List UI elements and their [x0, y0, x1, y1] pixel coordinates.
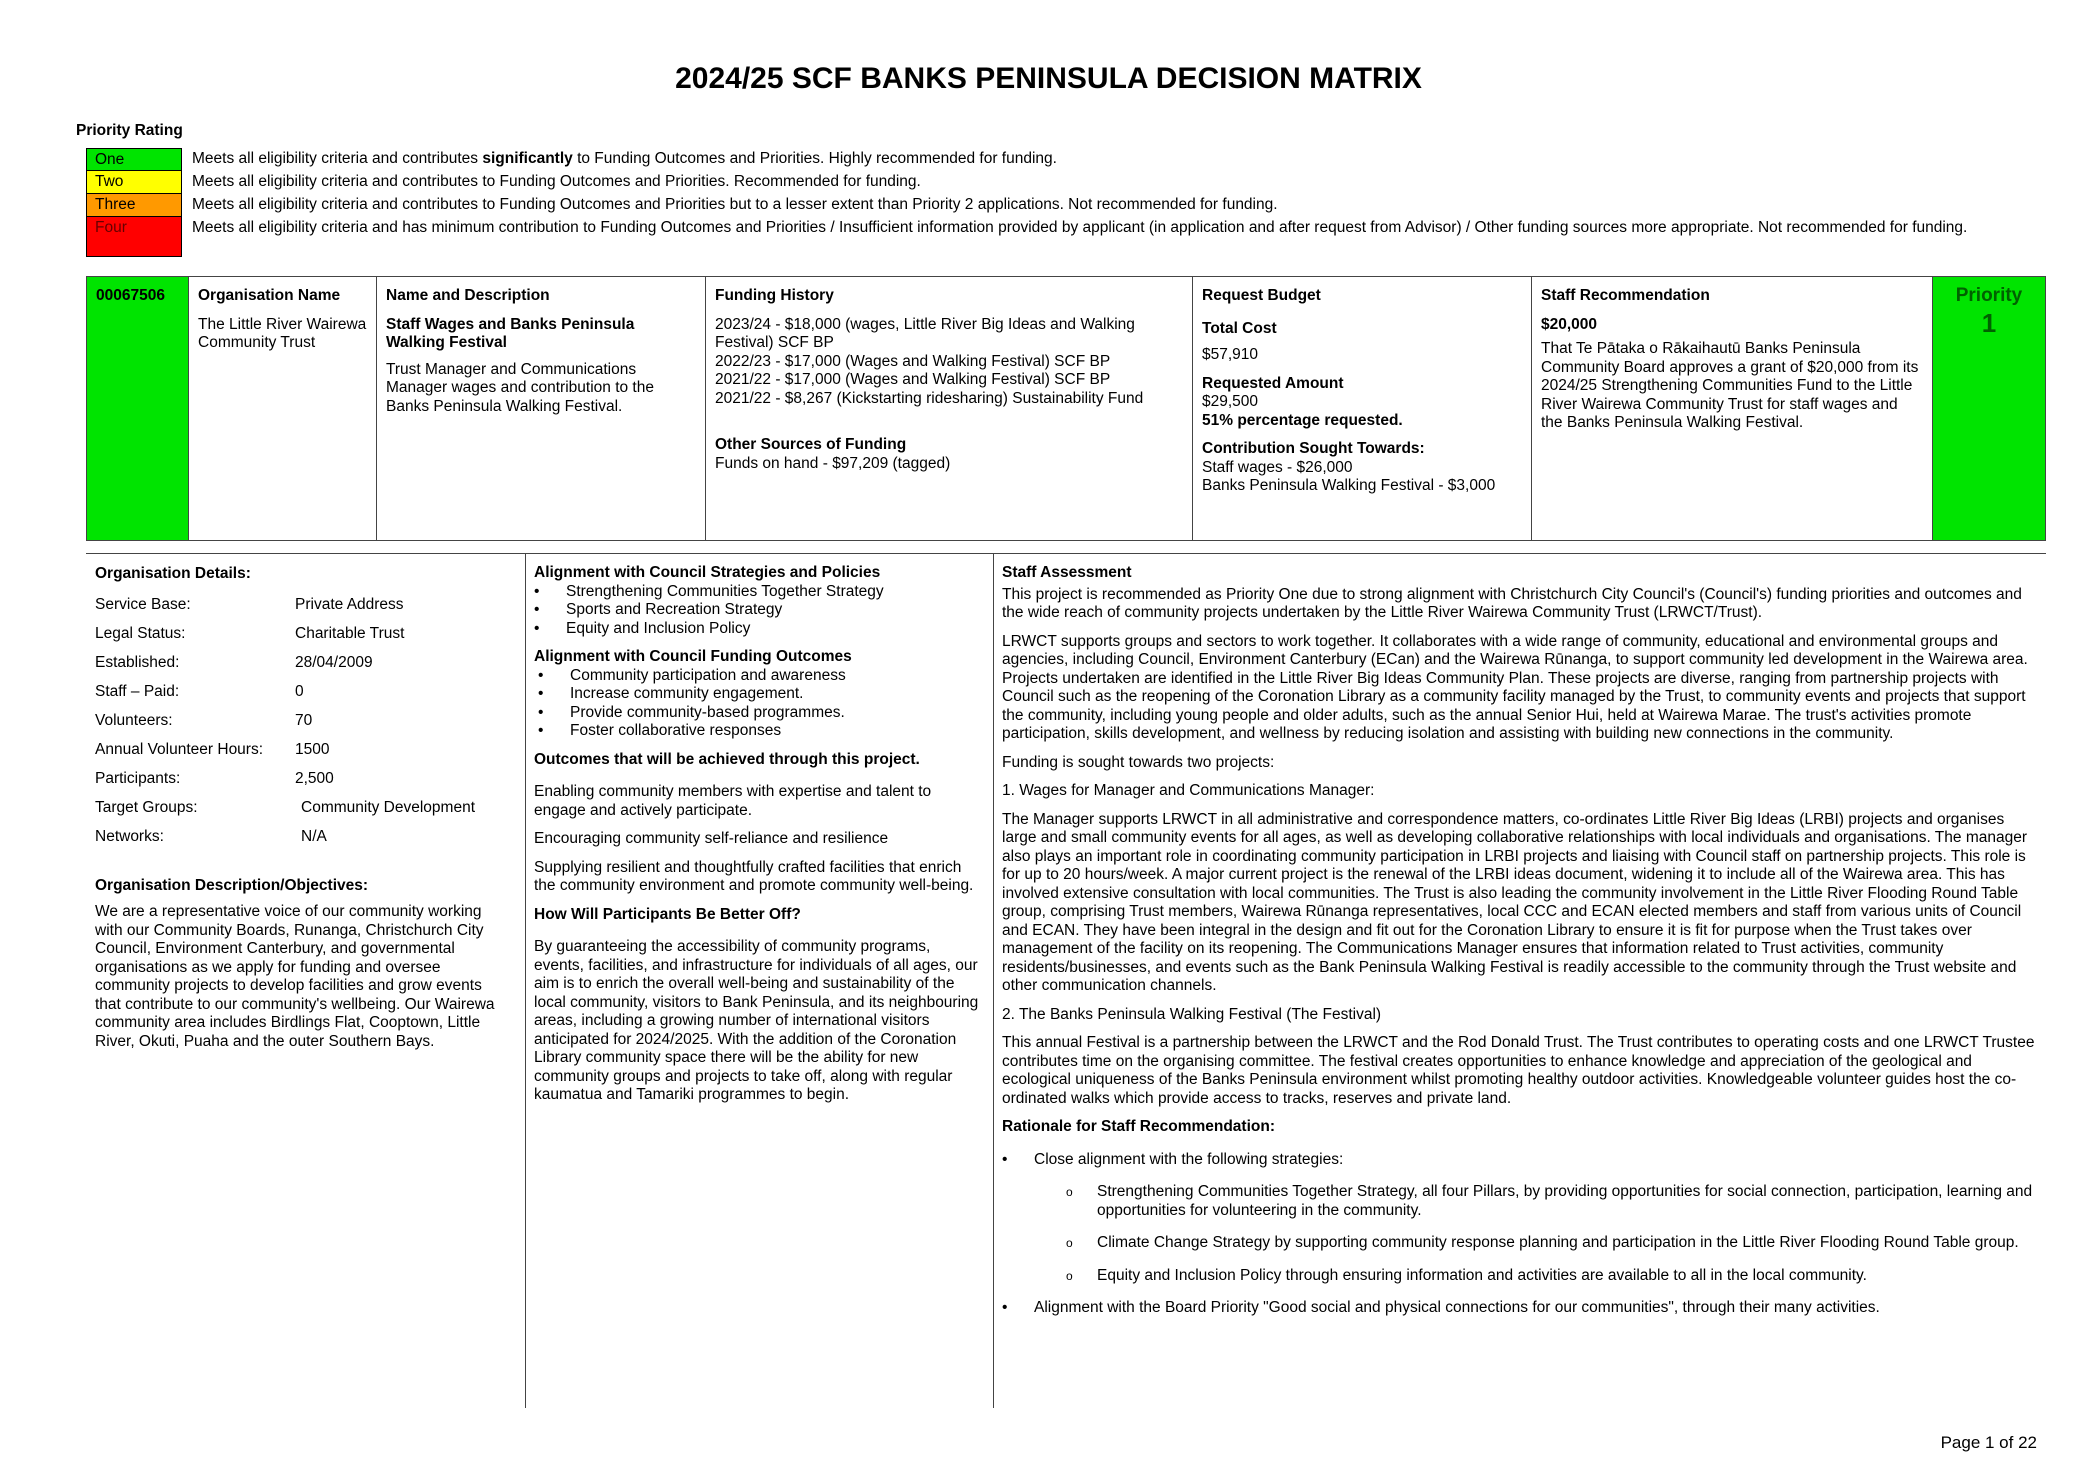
request-budget-label: Request Budget — [1202, 287, 1321, 304]
assessment-paragraph: This project is recommended as Priority One due to strong alignment with Christchurch City Council's (Council's) funding priorities and outcomes and the wide reach of community projects undertaken by the Little River Wairewa Community Trust (LRWCT/Trust). — [1002, 585, 2022, 621]
staff-recommendation-cell — [1532, 277, 1933, 540]
priority-swatch: Two — [86, 171, 182, 194]
contribution-label: Contribution Sought Towards: — [1202, 440, 1425, 457]
priority-description: Meets all eligibility criteria and contributes significantly to Funding Outcomes and Priorities. Highly recommended for funding. — [192, 150, 1057, 167]
org-name-label: Organisation Name — [198, 287, 341, 304]
rationale-sub-item: o Equity and Inclusion Policy through ensuring information and activities are available to all in the local community. — [1097, 1267, 2038, 1286]
org-description-heading: Organisation Description/Objectives: — [95, 876, 369, 894]
outcomes-list — [534, 667, 982, 741]
achieved-item: Encouraging community self-reliance and resilience — [534, 830, 889, 847]
assessment-paragraph: 1. Wages for Manager and Communications Manager: — [1002, 782, 1375, 799]
total-cost-label: Total Cost — [1202, 319, 1277, 337]
priority-swatch: One — [86, 148, 182, 171]
list-item: • Community participation and awareness — [570, 667, 982, 686]
application-summary-row — [86, 276, 2046, 541]
project-description: Trust Manager and Communications Manager wages and contribution to the Banks Peninsula Walking Festival. — [386, 360, 654, 415]
section-divider — [86, 553, 2046, 554]
detail-row: Annual Volunteer Hours: 1500 — [95, 740, 330, 758]
rationale-sub-item: o Climate Change Strategy by supporting community response planning and participation in the Little River Flooding Round Table group. — [1097, 1234, 2038, 1253]
list-item: • Strengthening Communities Together Strategy — [566, 583, 982, 602]
priority-description: Meets all eligibility criteria and has minimum contribution to Funding Outcomes and Priorities / Insufficient information provided by applicant (in application and after request from Advisor) / Other funding sources more appropriate. Not recommended for funding. — [192, 219, 1968, 236]
list-item: • Equity and Inclusion Policy — [566, 620, 982, 639]
alignment-column — [534, 564, 982, 1105]
priority-cell — [1933, 277, 2045, 540]
outcomes-heading: Alignment with Council Funding Outcomes — [534, 648, 852, 665]
application-id: 00067506 — [96, 287, 165, 304]
rationale-bullet: • Alignment with the Board Priority "Good social and physical connections for our communities", through their many activities. — [1034, 1299, 2038, 1318]
priority-value: 1 — [1981, 307, 1997, 338]
priority-label: Priority — [1955, 285, 2023, 306]
name-desc-label: Name and Description — [386, 287, 550, 304]
staff-rec-amount: $20,000 — [1541, 315, 1598, 333]
org-name-cell — [189, 277, 377, 540]
list-item: • Foster collaborative responses — [570, 722, 982, 741]
strategies-list — [534, 583, 982, 639]
priority-swatch: Three — [86, 194, 182, 217]
other-sources-label: Other Sources of Funding — [715, 436, 907, 453]
rationale-heading: Rationale for Staff Recommendation: — [1002, 1118, 1275, 1135]
funding-history-label: Funding History — [715, 287, 834, 304]
detail-row: Participants: 2,500 — [95, 769, 334, 787]
other-sources: Funds on hand - $97,209 (tagged) — [715, 454, 951, 472]
assessment-paragraph: LRWCT supports groups and sectors to work together. It collaborates with a wide range of community, educational and environmental groups and agencies, including Council, Environment Canterbury (ECan) and the Wairewa Rūnanga, to support community led development in the Wairewa area. Projects undertaken are identified in the Little River Big Ideas Community Plan. These projects are diverse, ranging from partnership projects with Council such as the reopening of the Coronation Library as a community facility managed by the Trust, to community events and projects that support the community, including young people and older adults, such as the annual Senior Hui, held at Wairewa Marae. The trust's activities promote participation, skills development, and wellness by reducing isolation and assisting with building new connections in the community. — [1002, 632, 2028, 742]
funding-history-item: 2021/22 - $17,000 (Wages and Walking Festival) SCF BP — [715, 371, 1111, 388]
application-id-cell — [87, 277, 189, 540]
page-number: Page 1 of 22 — [1940, 1433, 2037, 1452]
staff-rec-label: Staff Recommendation — [1541, 287, 1710, 304]
better-off-text: By guaranteeing the accessibility of community programs, events, facilities, and infrastructure for individuals of all ages, our aim is to enrich the overall well-being and sustainability of the local community, visitors to Bank Peninsula, and its neighbouring areas, including a growing number of international visitors anticipated for 2024/2025. With the addition of the Coronation Library community space there will be the ability for new community groups and projects to take off, along with regular kaumatua and Tamariki programmes to begin. — [534, 938, 979, 1103]
assessment-paragraph: Funding is sought towards two projects: — [1002, 753, 1275, 771]
detail-row: Networks: N/A — [95, 827, 327, 845]
org-name: The Little River Wairewa Community Trust — [198, 315, 367, 351]
better-off-heading: How Will Participants Be Better Off? — [534, 905, 801, 923]
percentage-requested: 51% percentage requested. — [1202, 411, 1403, 429]
achieved-item: Enabling community members with expertise and talent to engage and actively participate. — [534, 783, 932, 819]
priority-rating-legend — [86, 148, 1986, 257]
rationale-sub-item: o Strengthening Communities Together Strategy, all four Pillars, by providing opportunities for social connection, participation, learning and opportunities for volunteering in the community. — [1097, 1183, 2038, 1220]
page-title: 2024/25 SCF BANKS PENINSULA DECISION MATRIX — [675, 62, 1422, 95]
assessment-paragraph: The Manager supports LRWCT in all administrative and correspondence matters, co-ordinates Little River Big Ideas (LRBI) projects and organises large and small community events for all ages, as well as developing collaborative relationships with local individuals and organisations. The manager also plays an important role in coordinating community participation in LRBI projects and liaising with Council staff on partnership projects. This role is for up to 20 hours/week. A major current project is the renewal of the LRBI ideas document, widening it to include all of the Wairewa area. This has involved extensive consultation with local communities. The Trust is also leading the community involvement in the Little River Flooding Round Table group, comprising Trust members, Wairewa Rūnanga representatives, local CCC and ECAN elected members and staff from various units of Council and ECAN. They have been integral in the design and fit out for the Coronation Library to ensure it is fit for purpose when the Trust takes over management of the facility on its reopening. The Communications Manager ensures that information related to Trust activities, community residents/businesses, and events such as the Bank Peninsula Walking Festival is readily accessible to the community through the Trust website and other communication channels. — [1002, 810, 2027, 994]
list-item: • Provide community-based programmes. — [570, 704, 982, 723]
funding-history-item: 2022/23 - $17,000 (Wages and Walking Festival) SCF BP — [715, 352, 1111, 370]
achieved-item: Supplying resilient and thoughtfully crafted facilities that enrich the community environment and promote community well-being. — [534, 858, 974, 894]
project-name: Staff Wages and Banks Peninsula Walking Festival — [386, 315, 635, 351]
priority-row-four — [86, 217, 1986, 257]
priority-rating-label: Priority Rating — [76, 122, 183, 139]
assessment-paragraph: 2. The Banks Peninsula Walking Festival (The Festival) — [1002, 1005, 1382, 1023]
column-divider — [993, 553, 994, 1408]
name-description-cell — [377, 277, 706, 540]
requested-amount-label: Requested Amount — [1202, 374, 1344, 392]
list-item: • Sports and Recreation Strategy — [566, 601, 982, 620]
priority-row-three — [86, 194, 1986, 217]
list-item: • Increase community engagement. — [570, 685, 982, 704]
achieved-heading: Outcomes that will be achieved through this project. — [534, 750, 920, 768]
org-details-heading: Organisation Details: — [95, 565, 251, 582]
detail-row: Legal Status: Charitable Trust — [95, 624, 405, 642]
rationale-bullet: • Close alignment with the following strategies: — [1034, 1151, 2038, 1170]
priority-row-one — [86, 148, 1986, 171]
priority-swatch: Four — [86, 217, 182, 257]
assessment-paragraph: This annual Festival is a partnership between the LRWCT and the Rod Donald Trust. The Trust contributes to operating costs and one LRWCT Trustee contributes time on the organising committee. The festival creates opportunities to enhance knowledge and appreciation of the geological and ecological uniqueness of the Banks Peninsula environment whilst promoting healthy outdoor activities. Knowledgeable volunteer guides host the co-ordinated walks which provide access to tracks, reserves and private land. — [1002, 1034, 2035, 1107]
detail-row: Staff – Paid: 0 — [95, 682, 304, 700]
org-description: We are a representative voice of our community working with our Community Boards, Runanga, Christchurch City Council, Environment Canterbury, and governmental organisations as we apply for funding and oversee community projects to develop facilities and grow events that contribute to our community's wellbeing. Our Wairewa community area includes Birdlings Flat, Cooptown, Little River, Okuti, Puaha and the outer Southern Bays. — [95, 903, 495, 1050]
priority-description: Meets all eligibility criteria and contributes to Funding Outcomes and Priorities. Recommended for funding. — [192, 173, 921, 190]
contribution-item: Banks Peninsula Walking Festival - $3,000 — [1202, 477, 1496, 494]
request-budget-cell — [1193, 277, 1532, 540]
detail-row: Established: 28/04/2009 — [95, 653, 373, 671]
assessment-heading: Staff Assessment — [1002, 564, 1132, 581]
org-details-column — [95, 565, 510, 1051]
detail-row: Volunteers: 70 — [95, 711, 313, 729]
detail-row: Target Groups: Community Development — [95, 798, 476, 816]
priority-row-two — [86, 171, 1986, 194]
staff-rec-text: That Te Pātaka o Rākaihautū Banks Peninsula Community Board approves a grant of $20,000 from its 2024/25 Strengthening Communities Fund to the Little River Wairewa Community Trust for staff wages and the Banks Peninsula Walking Festival. — [1541, 340, 1919, 431]
funding-history-item: 2021/22 - $8,267 (Kickstarting ridesharing) Sustainability Fund — [715, 389, 1144, 407]
funding-history-item: 2023/24 - $18,000 (wages, Little River Big Ideas and Walking Festival) SCF BP — [715, 315, 1135, 351]
column-divider — [525, 553, 526, 1408]
contribution-item: Staff wages - $26,000 — [1202, 458, 1353, 476]
total-cost: $57,910 — [1202, 346, 1259, 363]
assessment-column — [1002, 564, 2038, 1318]
priority-description: Meets all eligibility criteria and contributes to Funding Outcomes and Priorities but to a lesser extent than Priority 2 applications. Not recommended for funding. — [192, 196, 1278, 213]
strategies-heading: Alignment with Council Strategies and Policies — [534, 564, 881, 581]
funding-history-cell — [706, 277, 1193, 540]
requested-amount: $29,500 — [1202, 393, 1259, 410]
detail-row: Service Base: Private Address — [95, 595, 404, 613]
